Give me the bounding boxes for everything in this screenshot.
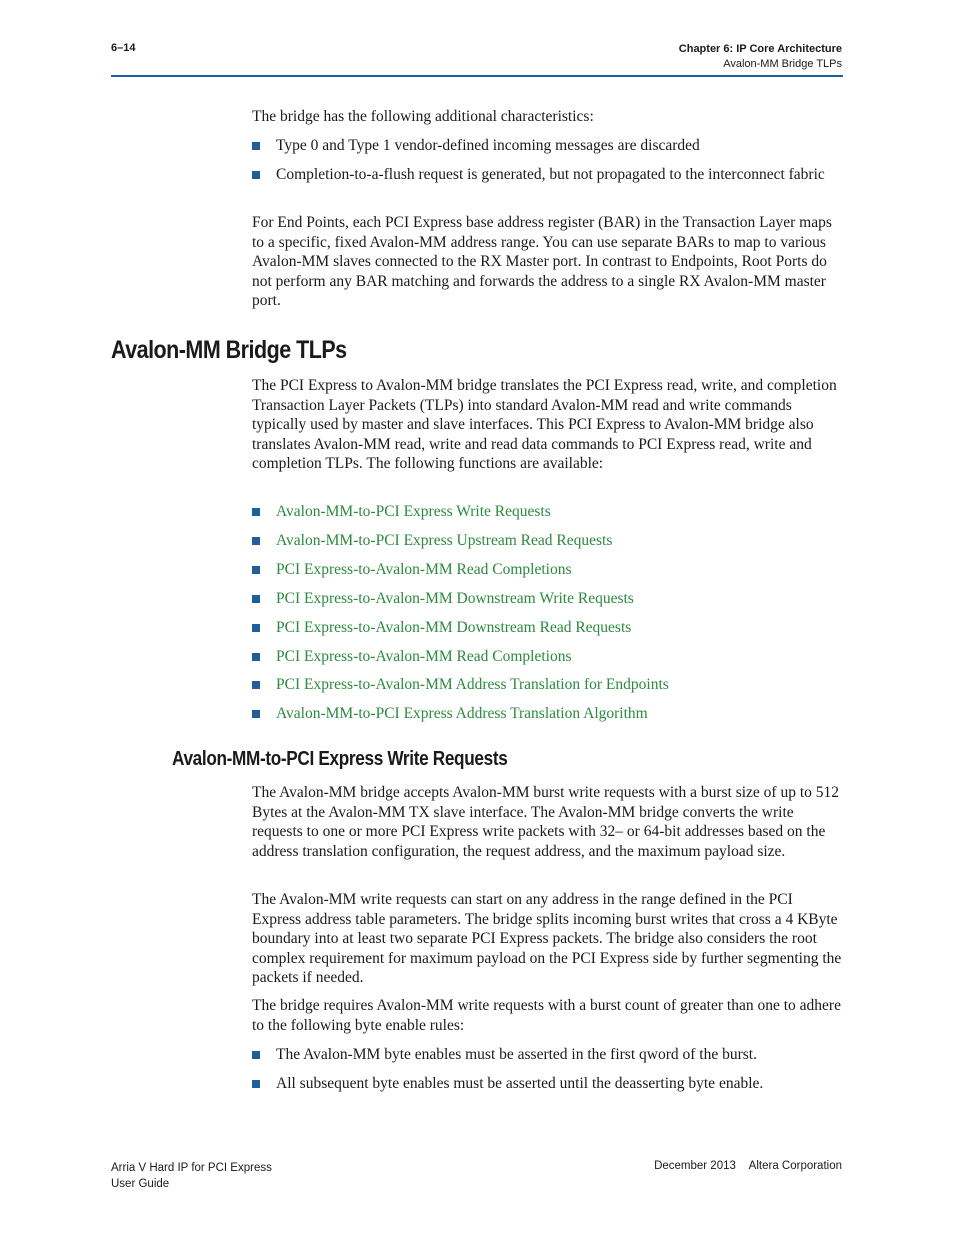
subsection-paragraph: The Avalon-MM write requests can start on any address in the range defined in the PCI Express address table parameters. The bridge splits incoming burst writes that cross a 4 KByte boundary into at least two separate PCI Express packets. The bridge also considers the root complex requirement for maximum payload on the PCI Express side by further segmenting the packets if needed. xyxy=(252,891,842,987)
list-item[interactable] xyxy=(252,502,844,522)
bullet-square-icon xyxy=(252,171,260,179)
list-item[interactable] xyxy=(252,589,844,609)
section-paragraph: The PCI Express to Avalon-MM bridge translates the PCI Express read, write, and completion Transaction Layer Packets (TLPs) into standard Avalon-MM read and write commands typically used by master and slave interfaces. This PCI Express to Avalon-MM bridge also translates Avalon-MM read, write and read data commands to PCI Express read, write and completion TLPs. The following functions are available: xyxy=(252,377,837,473)
page-number: 6–14 xyxy=(111,42,136,54)
footer-document-title xyxy=(111,1160,272,1192)
bullet-square-icon xyxy=(252,1051,260,1059)
list-item: The Avalon-MM byte enables must be asserted in the first qword of the burst. xyxy=(252,1045,844,1065)
list-item[interactable] xyxy=(252,647,844,667)
subsection-paragraph: The bridge requires Avalon-MM write requests with a burst count of greater than one to adhere to the following byte enable rules: xyxy=(252,997,841,1034)
header-rule xyxy=(111,75,843,77)
list-item[interactable] xyxy=(252,675,844,695)
footer-publication xyxy=(654,1160,842,1172)
doc-title: Arria V Hard IP for PCI Express xyxy=(111,1162,272,1174)
bullet-square-icon xyxy=(252,710,260,718)
subsection-heading: Avalon-MM-to-PCI Express Write Requests xyxy=(172,748,508,770)
cross-reference-link[interactable]: PCI Express-to-Avalon-MM Read Completions xyxy=(276,648,572,665)
cross-reference-link[interactable]: Avalon-MM-to-PCI Express Address Translation Algorithm xyxy=(276,705,648,722)
cross-reference-link[interactable]: PCI Express-to-Avalon-MM Downstream Read Requests xyxy=(276,619,632,636)
publication-date: December 2013 xyxy=(654,1160,736,1172)
intro-lead: The bridge has the following additional characteristics: xyxy=(252,108,594,125)
cross-reference-link[interactable]: Avalon-MM-to-PCI Express Write Requests xyxy=(276,503,551,520)
intro-paragraph: For End Points, each PCI Express base address register (BAR) in the Transaction Layer maps to a specific, fixed Avalon-MM address range. You can use separate BARs to map to various Avalon-MM slaves connected to the RX Master port. In contrast to Endpoints, Root Ports do not perform any BAR matching and forwards the address to a single RX Avalon-MM master port. xyxy=(252,214,832,310)
list-item[interactable] xyxy=(252,704,844,724)
cross-reference-link[interactable]: Avalon-MM-to-PCI Express Upstream Read Requests xyxy=(276,532,613,549)
section-heading: Avalon-MM Bridge TLPs xyxy=(111,336,347,364)
list-item[interactable] xyxy=(252,618,844,638)
list-item: Completion-to-a-flush request is generated, but not propagated to the interconnect fabric xyxy=(252,165,844,185)
list-item[interactable] xyxy=(252,560,844,580)
cross-reference-link[interactable]: PCI Express-to-Avalon-MM Address Translation for Endpoints xyxy=(276,676,669,693)
bullet-square-icon xyxy=(252,566,260,574)
bullet-square-icon xyxy=(252,508,260,516)
list-item[interactable] xyxy=(252,531,844,551)
list-item: Type 0 and Type 1 vendor-defined incoming messages are discarded xyxy=(252,136,844,156)
bullet-square-icon xyxy=(252,1080,260,1088)
cross-reference-link[interactable]: PCI Express-to-Avalon-MM Downstream Write Requests xyxy=(276,590,634,607)
section-title: Avalon-MM Bridge TLPs xyxy=(723,58,842,70)
chapter-title: Chapter 6: IP Core Architecture xyxy=(678,43,842,55)
subsection-paragraph: The Avalon-MM bridge accepts Avalon-MM burst write requests with a burst size of up to 512 Bytes at the Avalon-MM TX slave interface. The Avalon-MM bridge converts the write requests to one or more PCI Express write packets with 32– or 64-bit addresses based on the address translation configuration, the request address, and the maximum payload size. xyxy=(252,784,840,860)
cross-reference-link[interactable]: PCI Express-to-Avalon-MM Read Completions xyxy=(276,561,572,578)
bullet-square-icon xyxy=(252,537,260,545)
bullet-square-icon xyxy=(252,653,260,661)
company-name: Altera Corporation xyxy=(748,1160,842,1172)
bullet-square-icon xyxy=(252,595,260,603)
doc-subtitle: User Guide xyxy=(111,1178,170,1190)
bullet-square-icon xyxy=(252,624,260,632)
running-header xyxy=(679,42,842,72)
bullet-square-icon xyxy=(252,681,260,689)
list-item: All subsequent byte enables must be asserted until the deasserting byte enable. xyxy=(252,1074,844,1094)
bullet-square-icon xyxy=(252,142,260,150)
